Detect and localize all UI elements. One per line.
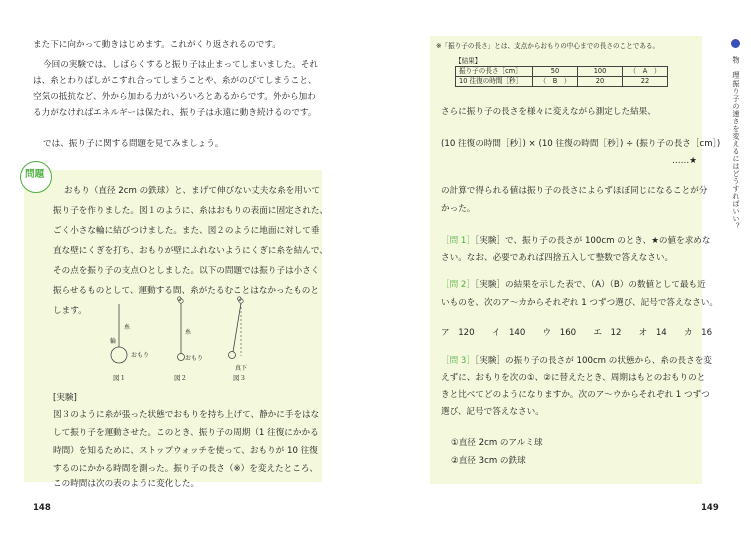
intro-line-5: る力がなければエネルギーは保たれ、振り子は永遠に動き続けるのです。 bbox=[33, 108, 317, 118]
problem-label: 問題 bbox=[25, 169, 45, 180]
experiment-title: [実験] bbox=[53, 393, 77, 403]
fig1-caption: 図１ bbox=[113, 374, 126, 382]
fig1-string-label: 糸 bbox=[124, 324, 131, 331]
conclusion-line-2: かった。 bbox=[441, 204, 476, 214]
fig1-weight-circle bbox=[111, 347, 127, 363]
after-table-text: さらに振り子の長さを様々に変えながら測定した結果、 bbox=[441, 107, 656, 117]
experiment-line-2: して振り子を運動させた。このとき、振り子の周期（1 往復にかかる bbox=[53, 428, 319, 438]
length-note: ※「振り子の長さ」とは、支点からおもりの中心までの長さのことである。 bbox=[436, 42, 660, 50]
q3-line-4: 選び、記号で答えなさい。 bbox=[441, 407, 544, 417]
fig3-below-label: 真下 bbox=[235, 365, 248, 372]
q2-label: ［問 2］ bbox=[441, 280, 475, 290]
fig2-caption: 図２ bbox=[174, 374, 187, 382]
table-cell: 50 bbox=[533, 67, 578, 77]
table-cell: 100 bbox=[578, 67, 623, 77]
intro-line-1: また下に向かって動きはじめます。これがくり返されるのです。 bbox=[33, 40, 281, 50]
formula-star: ……★ bbox=[672, 156, 697, 166]
fig2-o-label: O bbox=[177, 296, 182, 303]
table-row bbox=[456, 77, 668, 87]
fig2-string-label: 糸 bbox=[185, 329, 192, 336]
q2-line-2: いものを、次のア〜カからそれぞれ 1 つずつ選び、記号で答えなさい。 bbox=[441, 298, 718, 308]
left-page-number: 148 bbox=[33, 503, 51, 513]
experiment-line-4: するのにかかる時間を測った。振り子の長さ（※）を変えたところ、 bbox=[53, 464, 319, 474]
experiment-line-3: 時間）を知るために、ストップウォッチを使って、おもりが 10 往復 bbox=[53, 446, 318, 456]
q1-line-2: さい。なお、必要であれば四捨五入して整数で答えなさい。 bbox=[441, 253, 674, 263]
q3-line-2: えずに、おもりを次の①、②に替えたとき、周期はもとのおもりのと bbox=[441, 373, 706, 383]
table-cell: 振り子の長さ［cm］ bbox=[456, 67, 533, 77]
q2-line-1 bbox=[441, 280, 706, 291]
right-page-number: 149 bbox=[701, 503, 719, 513]
side-title: 振り子の速さを変えるにはどうすればいい？ bbox=[732, 80, 740, 230]
fig1-weight-label: おもり bbox=[131, 352, 150, 359]
table-cell: 10 往復の時間［秒］ bbox=[456, 77, 533, 87]
experiment-line-1: 図３のように糸が張った状態でおもりを持ち上げて、静かに手をはな bbox=[53, 410, 320, 420]
q3-label: ［問 3］ bbox=[441, 356, 475, 366]
problem-line-4: 直な壁にくぎを打ち、おもりが壁にふれないようにくぎに糸を結んで、 bbox=[53, 246, 328, 256]
problem-line-1: おもり（直径 2cm の鉄球）と、まげて伸びない丈夫な糸を用いて bbox=[64, 186, 321, 196]
fig2-weight-circle bbox=[178, 354, 185, 361]
q1-label: ［問 1］ bbox=[441, 236, 475, 246]
table-row bbox=[456, 67, 668, 77]
fig3-weight-circle bbox=[229, 352, 236, 359]
answer-choices: ア 120 イ 140 ウ 160 エ 12 オ 14 カ 16 bbox=[441, 328, 713, 338]
result-label: 【結果】 bbox=[455, 57, 482, 65]
conclusion-line-1: の計算で得られる値は振り子の長さによらずほぼ同じになることが分 bbox=[441, 186, 708, 196]
experiment-line-5: この時間は次の表のように変化した。 bbox=[53, 479, 200, 489]
q2-text: ［実験］の結果を示した表で、（A）（B）の数値として最も近 bbox=[474, 280, 706, 290]
q1-text: ［実験］で、振り子の長さが 100cm のとき、★の値を求めな bbox=[474, 236, 711, 246]
table-cell: （ A ） bbox=[623, 67, 668, 77]
problem-line-3: ごく小さな輪に結びつけました。また、図２のように地面に対して垂 bbox=[53, 226, 320, 236]
fig3-o-label: O bbox=[237, 296, 242, 303]
q3-text: ［実験］の振り子の長さが 100cm の状態から、糸の長さを変 bbox=[474, 356, 712, 366]
intro-line-3: は、糸とわりばしがこすれ合ってしまうことや、糸がのびてしまうこと、 bbox=[33, 76, 317, 86]
result-table bbox=[455, 66, 668, 87]
formula: (10 往復の時間［秒］) × (10 往復の時間［秒］) ÷ (振り子の長さ［cm］) bbox=[441, 139, 721, 149]
problem-line-2: 振り子を作りました。図１のように、糸はおもりの表面に固定された、 bbox=[53, 206, 329, 216]
problem-line-7: します。 bbox=[53, 306, 87, 316]
q3-line-1 bbox=[441, 356, 712, 367]
option-1: ①直径 2cm のアルミ球 bbox=[451, 438, 543, 448]
fig3-caption: 図３ bbox=[233, 374, 246, 382]
intro-line-2: 今回の実験では、しばらくすると振り子は止まってしまいました。それ bbox=[43, 60, 319, 70]
q1-line-1 bbox=[441, 236, 711, 247]
q3-line-3: きと比べてどのようになりますか。次のア〜ウからそれぞれ 1 つずつ bbox=[441, 390, 710, 400]
lead-text: では、振り子に関する問題を見てみましょう。 bbox=[43, 139, 224, 149]
table-cell: 22 bbox=[623, 77, 668, 87]
option-2: ②直径 3cm の鉄球 bbox=[451, 456, 526, 466]
fig1-ring-label: 輪 bbox=[110, 338, 117, 345]
subject-dot bbox=[731, 39, 740, 48]
table-cell: 20 bbox=[578, 77, 623, 87]
fig2-weight-label: おもり bbox=[185, 355, 204, 362]
problem-line-6: 振らせるものとして、運動する間、糸がたるむことはなかったものと bbox=[53, 286, 319, 296]
fig3-string-line bbox=[233, 303, 241, 352]
side-subject: 物 理 bbox=[732, 56, 741, 80]
problem-line-5: その点を振り子の支点Ｏとしました。以下の問題では振り子は小さく bbox=[53, 266, 320, 276]
table-cell: （ B ） bbox=[533, 77, 578, 87]
intro-line-4: 空気の抵抗など、外から加わる力がいろいろとあるからです。外から加わ bbox=[33, 92, 316, 102]
